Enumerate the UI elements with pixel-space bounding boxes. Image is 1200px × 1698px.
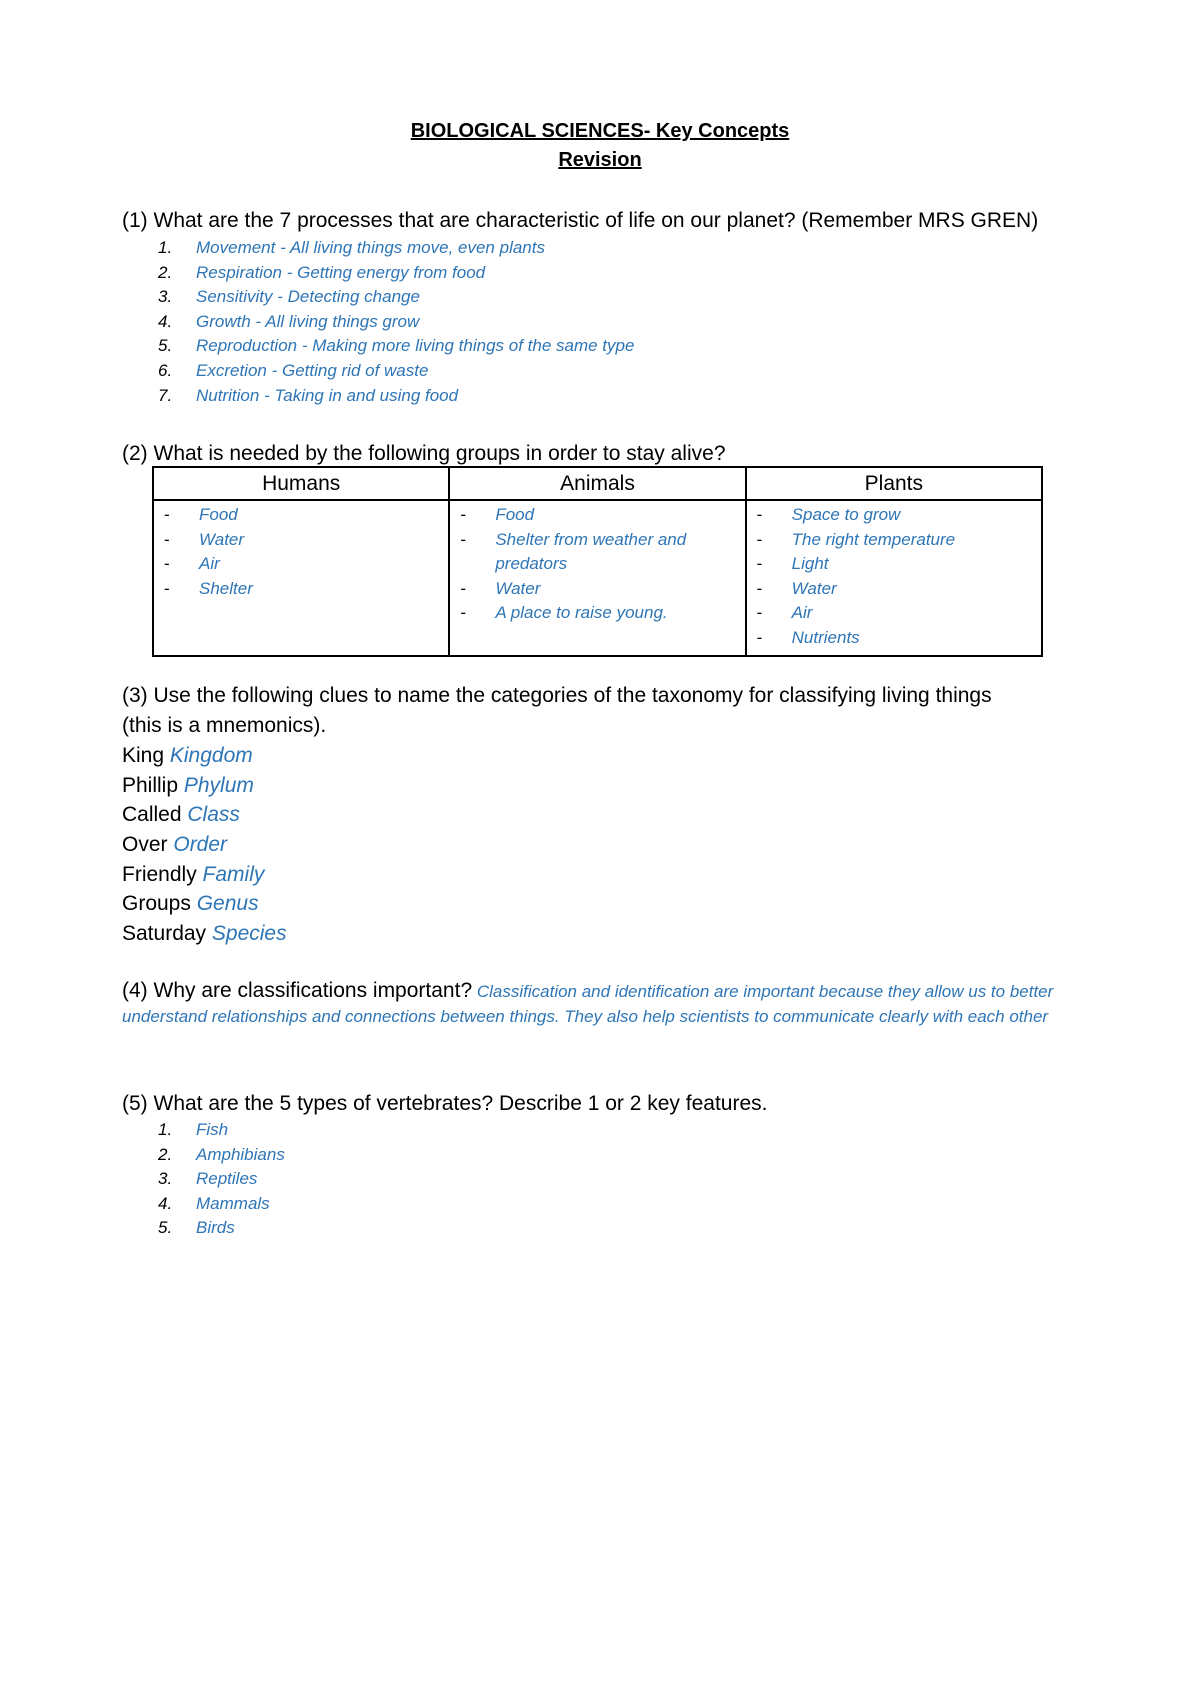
question-1: (1) What are the 7 processes that are characteristic of life on our planet? (Remember MRS GREN) xyxy=(122,209,1039,232)
list-number: 3. xyxy=(158,1169,173,1189)
list-answer: Growth - All living things grow xyxy=(196,311,420,331)
list-item xyxy=(757,626,1035,651)
list-answer: Birds xyxy=(196,1218,235,1238)
list-number: 7. xyxy=(158,385,173,405)
bullet: - xyxy=(164,578,170,598)
list-number: 6. xyxy=(158,360,173,380)
mnemonic-item xyxy=(122,919,287,949)
list-answer: Food xyxy=(495,505,535,524)
taxonomy-mnemonic-list xyxy=(122,741,287,949)
question-4-answer: Classification and identification are important because they allow us to better understand relationships and connections between things. They also help scientists to communicate clearly with each other xyxy=(122,982,1054,1026)
list-answer: Air xyxy=(199,554,220,574)
bullet: - xyxy=(756,578,763,598)
list-number: 4. xyxy=(158,1193,173,1213)
list-answer: Excretion - Getting rid of waste xyxy=(196,360,429,380)
mnemonic-item xyxy=(122,860,287,890)
list-answer: Air xyxy=(791,603,813,623)
list-number: 2. xyxy=(158,262,173,282)
list-number: 5. xyxy=(158,336,173,356)
column-header-plants: Plants xyxy=(746,467,1042,500)
bullet: - xyxy=(460,603,466,623)
list-item xyxy=(158,261,634,286)
mnemonic-answer: Class xyxy=(187,803,240,827)
list-item xyxy=(164,552,442,577)
list-item xyxy=(158,334,634,359)
list-item xyxy=(460,503,738,528)
list-item xyxy=(757,528,1035,553)
list-item xyxy=(460,577,738,602)
list-number: 5. xyxy=(158,1218,173,1238)
mnemonic-item xyxy=(122,830,287,860)
list-answer: Light xyxy=(791,554,829,574)
mnemonic-answer: Genus xyxy=(196,892,259,916)
bullet: - xyxy=(460,529,466,549)
humans-needs-list xyxy=(164,503,442,601)
list-item xyxy=(164,503,442,528)
list-answer: Nutrients xyxy=(791,627,860,647)
animals-cell xyxy=(449,500,745,656)
bullet: - xyxy=(756,627,763,647)
list-item xyxy=(158,1143,285,1168)
mnemonic-answer: Phylum xyxy=(183,773,254,797)
list-answer: Respiration - Getting energy from food xyxy=(196,262,486,282)
list-answer: Fish xyxy=(196,1120,229,1139)
mnemonic-answer: Order xyxy=(173,833,228,857)
question-2: (2) What is needed by the following groups in order to stay alive? xyxy=(122,442,726,465)
plants-needs-list xyxy=(757,503,1035,651)
list-number: 2. xyxy=(158,1144,173,1164)
mnemonic-clue: Over xyxy=(122,833,168,857)
list-item xyxy=(158,1216,285,1241)
list-item xyxy=(158,359,634,384)
list-answer: Reproduction - Making more living things of the same type xyxy=(196,336,635,356)
list-answer: Mammals xyxy=(196,1193,270,1213)
column-header-animals: Animals xyxy=(449,467,745,500)
list-item xyxy=(757,552,1035,577)
bullet: - xyxy=(756,603,763,623)
list-item xyxy=(158,1118,285,1143)
list-answer: Shelter xyxy=(199,578,253,598)
table-row xyxy=(153,500,1042,656)
list-item xyxy=(757,503,1035,528)
mnemonic-answer: Species xyxy=(211,922,287,946)
mnemonic-answer: Kingdom xyxy=(169,744,253,767)
question-4: (4) Why are classifications important? xyxy=(122,979,473,1002)
question-3-line-2: (this is a mnemonics). xyxy=(122,714,327,737)
list-answer: Movement - All living things move, even plants xyxy=(196,238,545,257)
list-number: 4. xyxy=(158,311,173,331)
list-answer: Reptiles xyxy=(196,1169,258,1189)
animals-needs-list xyxy=(460,503,738,626)
mnemonic-clue: Groups xyxy=(122,892,191,916)
list-answer: Water xyxy=(791,578,837,598)
document-title: BIOLOGICAL SCIENCES- Key Concepts xyxy=(410,120,790,142)
list-answer: Sensitivity - Detecting change xyxy=(196,287,420,307)
list-answer: Space to grow xyxy=(791,505,901,524)
question-5: (5) What are the 5 types of vertebrates? Describe 1 or 2 key features. xyxy=(122,1092,768,1115)
list-answer: Water xyxy=(495,578,541,598)
list-answer: Nutrition - Taking in and using food xyxy=(196,385,459,405)
list-item xyxy=(757,601,1035,626)
list-item xyxy=(460,528,738,577)
humans-cell xyxy=(153,500,449,656)
list-number: 1. xyxy=(158,1120,173,1139)
list-number: 1. xyxy=(158,238,173,257)
bullet: - xyxy=(460,578,466,598)
list-item xyxy=(460,601,738,626)
needs-table xyxy=(152,466,1043,657)
table-header-row xyxy=(153,467,1042,500)
list-item xyxy=(158,1192,285,1217)
mnemonic-answer: Family xyxy=(202,862,265,886)
list-answer: Amphibians xyxy=(196,1144,285,1164)
document-subtitle: Revision xyxy=(558,149,642,171)
bullet: - xyxy=(756,554,763,574)
list-answer: A place to raise young. xyxy=(495,603,668,623)
list-item xyxy=(158,1167,285,1192)
mnemonic-item xyxy=(122,741,287,771)
list-item xyxy=(164,577,442,602)
list-item xyxy=(158,285,634,310)
list-answer: Shelter from weather and predators xyxy=(495,529,687,574)
mnemonic-clue: King xyxy=(122,744,165,767)
mnemonic-item xyxy=(122,771,287,801)
bullet: - xyxy=(164,529,170,549)
list-answer: The right temperature xyxy=(791,529,956,549)
mnemonic-item xyxy=(122,889,287,919)
plants-cell xyxy=(746,500,1042,656)
bullet: - xyxy=(756,529,763,549)
mnemonic-clue: Saturday xyxy=(122,922,207,946)
bullet: - xyxy=(164,554,170,574)
list-item xyxy=(757,577,1035,602)
bullet: - xyxy=(164,505,170,524)
life-processes-list xyxy=(158,236,634,408)
column-header-humans: Humans xyxy=(153,467,449,500)
bullet: - xyxy=(460,505,466,524)
mnemonic-clue: Phillip xyxy=(122,773,179,797)
mnemonic-item xyxy=(122,800,287,830)
mnemonic-clue: Called xyxy=(122,803,182,827)
question-3-line-1: (3) Use the following clues to name the categories of the taxonomy for classifying living things xyxy=(122,684,992,707)
list-item xyxy=(158,310,634,335)
list-answer: Water xyxy=(199,529,245,549)
mnemonic-clue: Friendly xyxy=(122,862,197,886)
bullet: - xyxy=(756,505,763,524)
list-item xyxy=(158,384,634,409)
list-item xyxy=(164,528,442,553)
list-number: 3. xyxy=(158,287,173,307)
list-answer: Food xyxy=(199,505,238,524)
vertebrates-list xyxy=(158,1118,285,1241)
list-item xyxy=(158,236,634,261)
question-4-block xyxy=(122,978,1082,1029)
